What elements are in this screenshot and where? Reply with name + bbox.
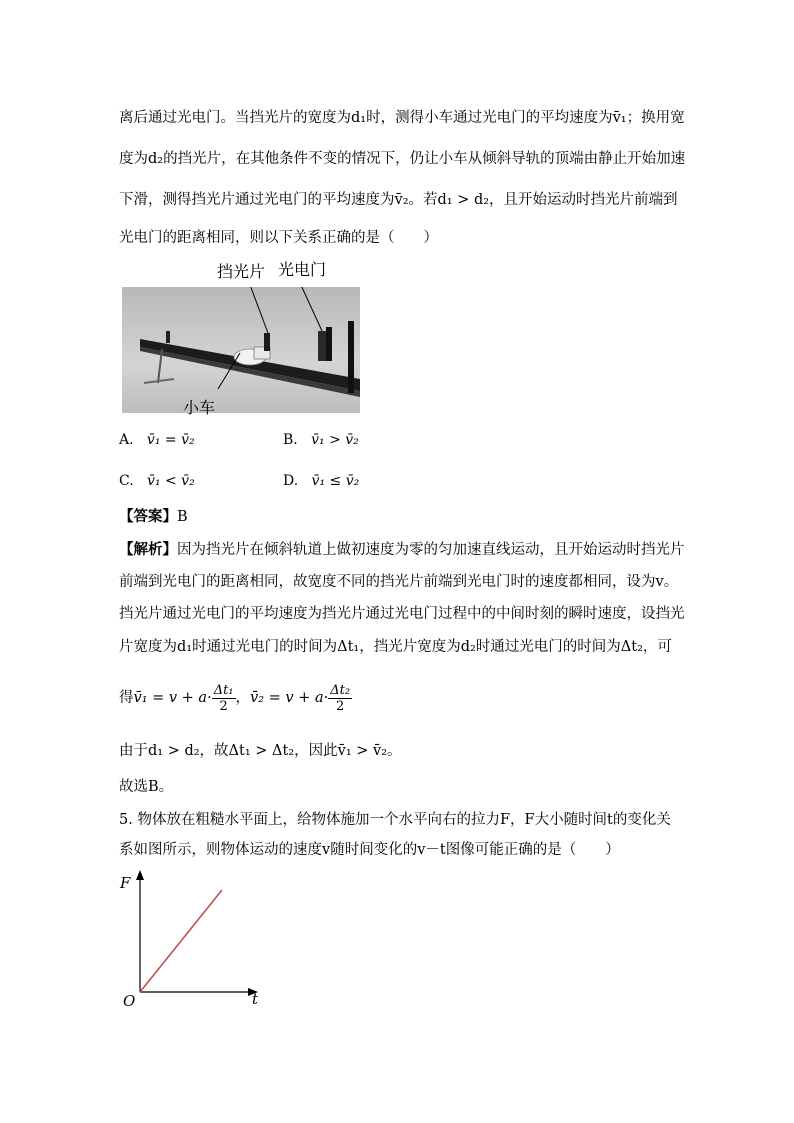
y-axis-arrow-icon [136, 870, 144, 880]
label-shutter: 挡光片 [217, 262, 266, 281]
x-axis-label: t [252, 990, 259, 1008]
option-d-expr: v̄₁ ≤ v̄₂ [311, 473, 360, 489]
force-time-graph [118, 868, 268, 1008]
y-axis-label: F [120, 874, 131, 892]
option-b-expr: v̄₁ > v̄₂ [311, 432, 359, 448]
q4-line-2: 度为d₂的挡光片，在其他条件不变的情况下，仍让小车从倾斜导轨的顶端由静止开始加速 [119, 151, 686, 167]
formula-lhs-1: v̄₁ = v + a· [133, 690, 212, 706]
option-c-expr: v̄₁ < v̄₂ [147, 473, 195, 489]
option-c-letter: C. [119, 473, 134, 489]
analysis-label: 【解析】 [119, 541, 177, 558]
conclusion-line: 由于d₁ > d₂，故Δt₁ > Δt₂，因此v̄₁ > v̄₂。 [119, 743, 402, 759]
analysis-line-3: 挡光片通过光电门的平均速度为挡光片通过光电门过程中的中间时刻的瞬时速度，设挡光 [119, 606, 685, 622]
q5-line-1: 5. 物体放在粗糙水平面上，给物体施加一个水平向右的拉力F，F大小随时间t的变化关 [119, 812, 671, 828]
fraction-1: $\frac{\text{Δt₁}}{2}$ [213, 682, 234, 714]
force-line [140, 890, 222, 992]
q4-line-1: 离后通过光电门。当挡光片的宽度为d₁时，测得小车通过光电门的平均速度为v̄₁；换用宽 [119, 110, 685, 126]
label-photogate: 光电门 [278, 260, 327, 279]
answer-line [119, 507, 188, 527]
option-a [119, 432, 195, 448]
q4-line-3: 下滑，测得挡光片通过光电门的平均速度为v̄₂。若d₁ > d₂，且开始运动时挡光片前端到 [119, 192, 678, 208]
experiment-photo [122, 287, 360, 413]
option-b [283, 432, 359, 448]
analysis-line-2: 前端到光电门的距离相同，故宽度不同的挡光片前端到光电门时的速度都相同，设为v。 [119, 574, 679, 590]
option-b-letter: B. [283, 432, 298, 448]
option-d [283, 473, 359, 489]
option-d-letter: D. [283, 473, 299, 489]
option-c [119, 473, 195, 489]
answer-value: B [177, 509, 188, 525]
answer-label: 【答案】 [119, 508, 177, 525]
origin-label: O [123, 992, 136, 1008]
q4-line-4: 光电门的距离相同，则以下关系正确的是（ ） [119, 230, 438, 246]
option-a-letter: A. [119, 432, 134, 448]
formula-lhs-2: v̄₂ = v + a· [250, 690, 329, 706]
option-a-expr: v̄₁ = v̄₂ [146, 432, 195, 448]
formula-line: 得v̄₁ = v + a· $\frac{\text{Δt₁}}{2}$ ，v̄₂ = v + a· $\frac{\text{Δt₂}}{2}$ [119, 682, 351, 714]
q5-line-2: 系如图所示，则物体运动的速度v随时间变化的v－t图像可能正确的是（ ） [119, 842, 620, 858]
choose-line: 故选B。 [119, 779, 174, 795]
analysis-line-1: 【解析】因为挡光片在倾斜轨道上做初速度为零的匀加速直线运动，且开始运动时挡光片 [119, 541, 685, 558]
label-cart: 小车 [183, 398, 216, 417]
analysis-line-4: 片宽度为d₁时通过光电门的时间为Δt₁，挡光片宽度为d₂时通过光电门的时间为Δt₂，可 [119, 639, 672, 655]
fraction-2: $\frac{\text{Δt₂}}{2}$ [330, 682, 351, 714]
